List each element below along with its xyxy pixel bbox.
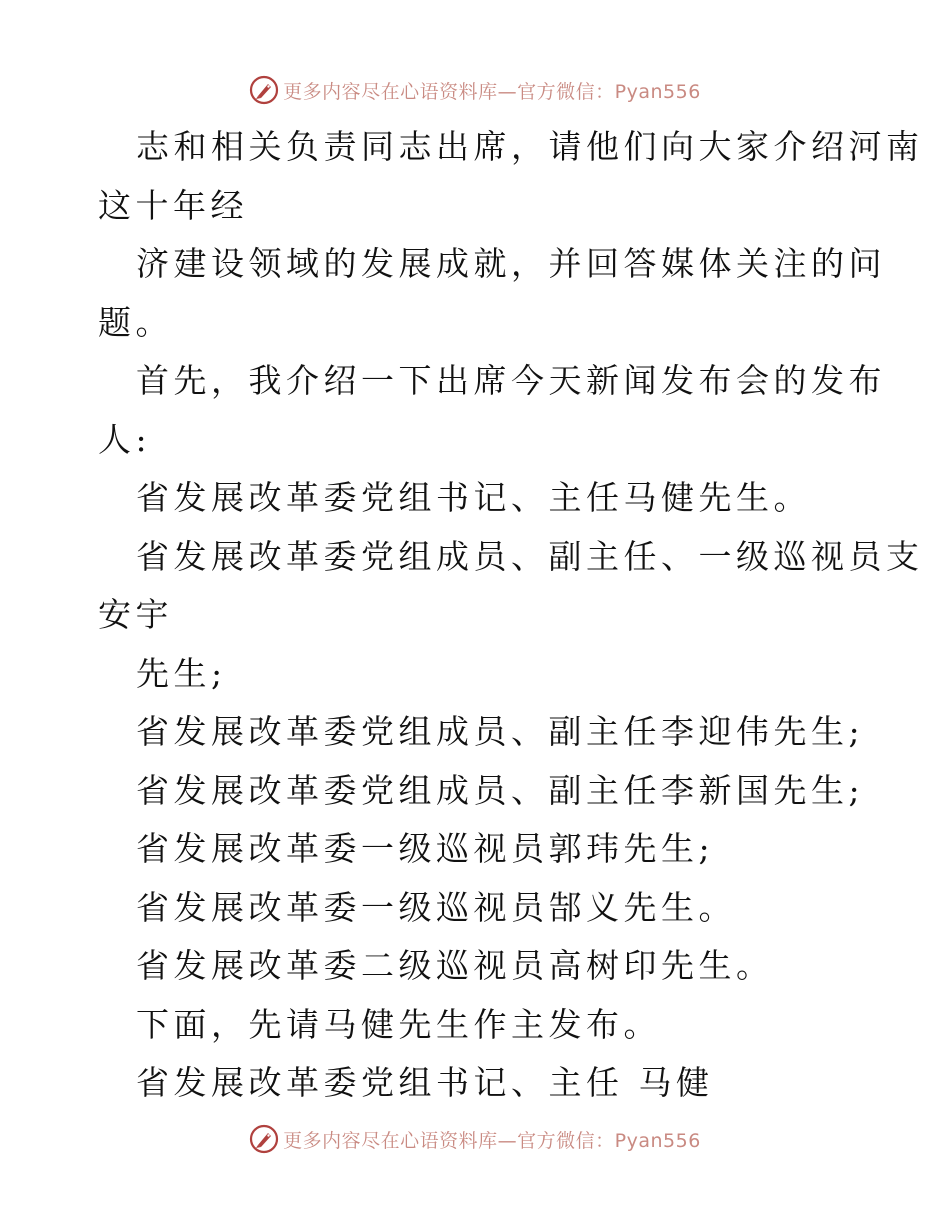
paragraph-line: 题。	[98, 302, 173, 342]
paragraph-line: 志和相关负责同志出席，请他们向大家介绍河南	[136, 127, 924, 166]
document-body	[98, 118, 924, 1113]
pen-nib-logo-icon	[249, 75, 279, 105]
paragraph-line: 省发展改革委二级巡视员高树印先生。	[136, 946, 774, 985]
paragraph-line: 安宇	[98, 595, 173, 634]
paragraph-line: 首先，我介绍一下出席今天新闻发布会的发布	[136, 361, 886, 400]
footer-watermark	[0, 1119, 950, 1159]
paragraph-line: 省发展改革委一级巡视员郭玮先生;	[136, 829, 715, 868]
paragraph-line: 省发展改革委党组成员、副主任、一级巡视员支	[136, 536, 924, 576]
footer-watermark-text: 更多内容尽在心语资料库—官方微信：Pyan556	[283, 1129, 701, 1152]
paragraph-line: 下面，先请马健先生作主发布。	[136, 1004, 661, 1044]
pen-nib-logo-icon	[249, 1124, 279, 1154]
paragraph-line: 省发展改革委一级巡视员郜义先生。	[136, 887, 736, 927]
header-watermark-text: 更多内容尽在心语资料库—官方微信：Pyan556	[283, 80, 701, 103]
paragraph-line: 人:	[98, 419, 152, 459]
paragraph-line: 省发展改革委党组书记、主任马健先生。	[136, 478, 811, 517]
paragraph-line: 省发展改革委党组成员、副主任李新国先生;	[136, 770, 865, 810]
paragraph-line: 先生;	[136, 653, 227, 693]
paragraph-line: 省发展改革委党组书记、主任 马健	[136, 1063, 714, 1102]
paragraph-line: 省发展改革委党组成员、副主任李迎伟先生;	[136, 712, 865, 751]
paragraph-line: 济建设领域的发展成就，并回答媒体关注的问	[136, 244, 886, 283]
paragraph-line: 这十年经	[98, 185, 248, 225]
header-watermark	[0, 70, 950, 110]
